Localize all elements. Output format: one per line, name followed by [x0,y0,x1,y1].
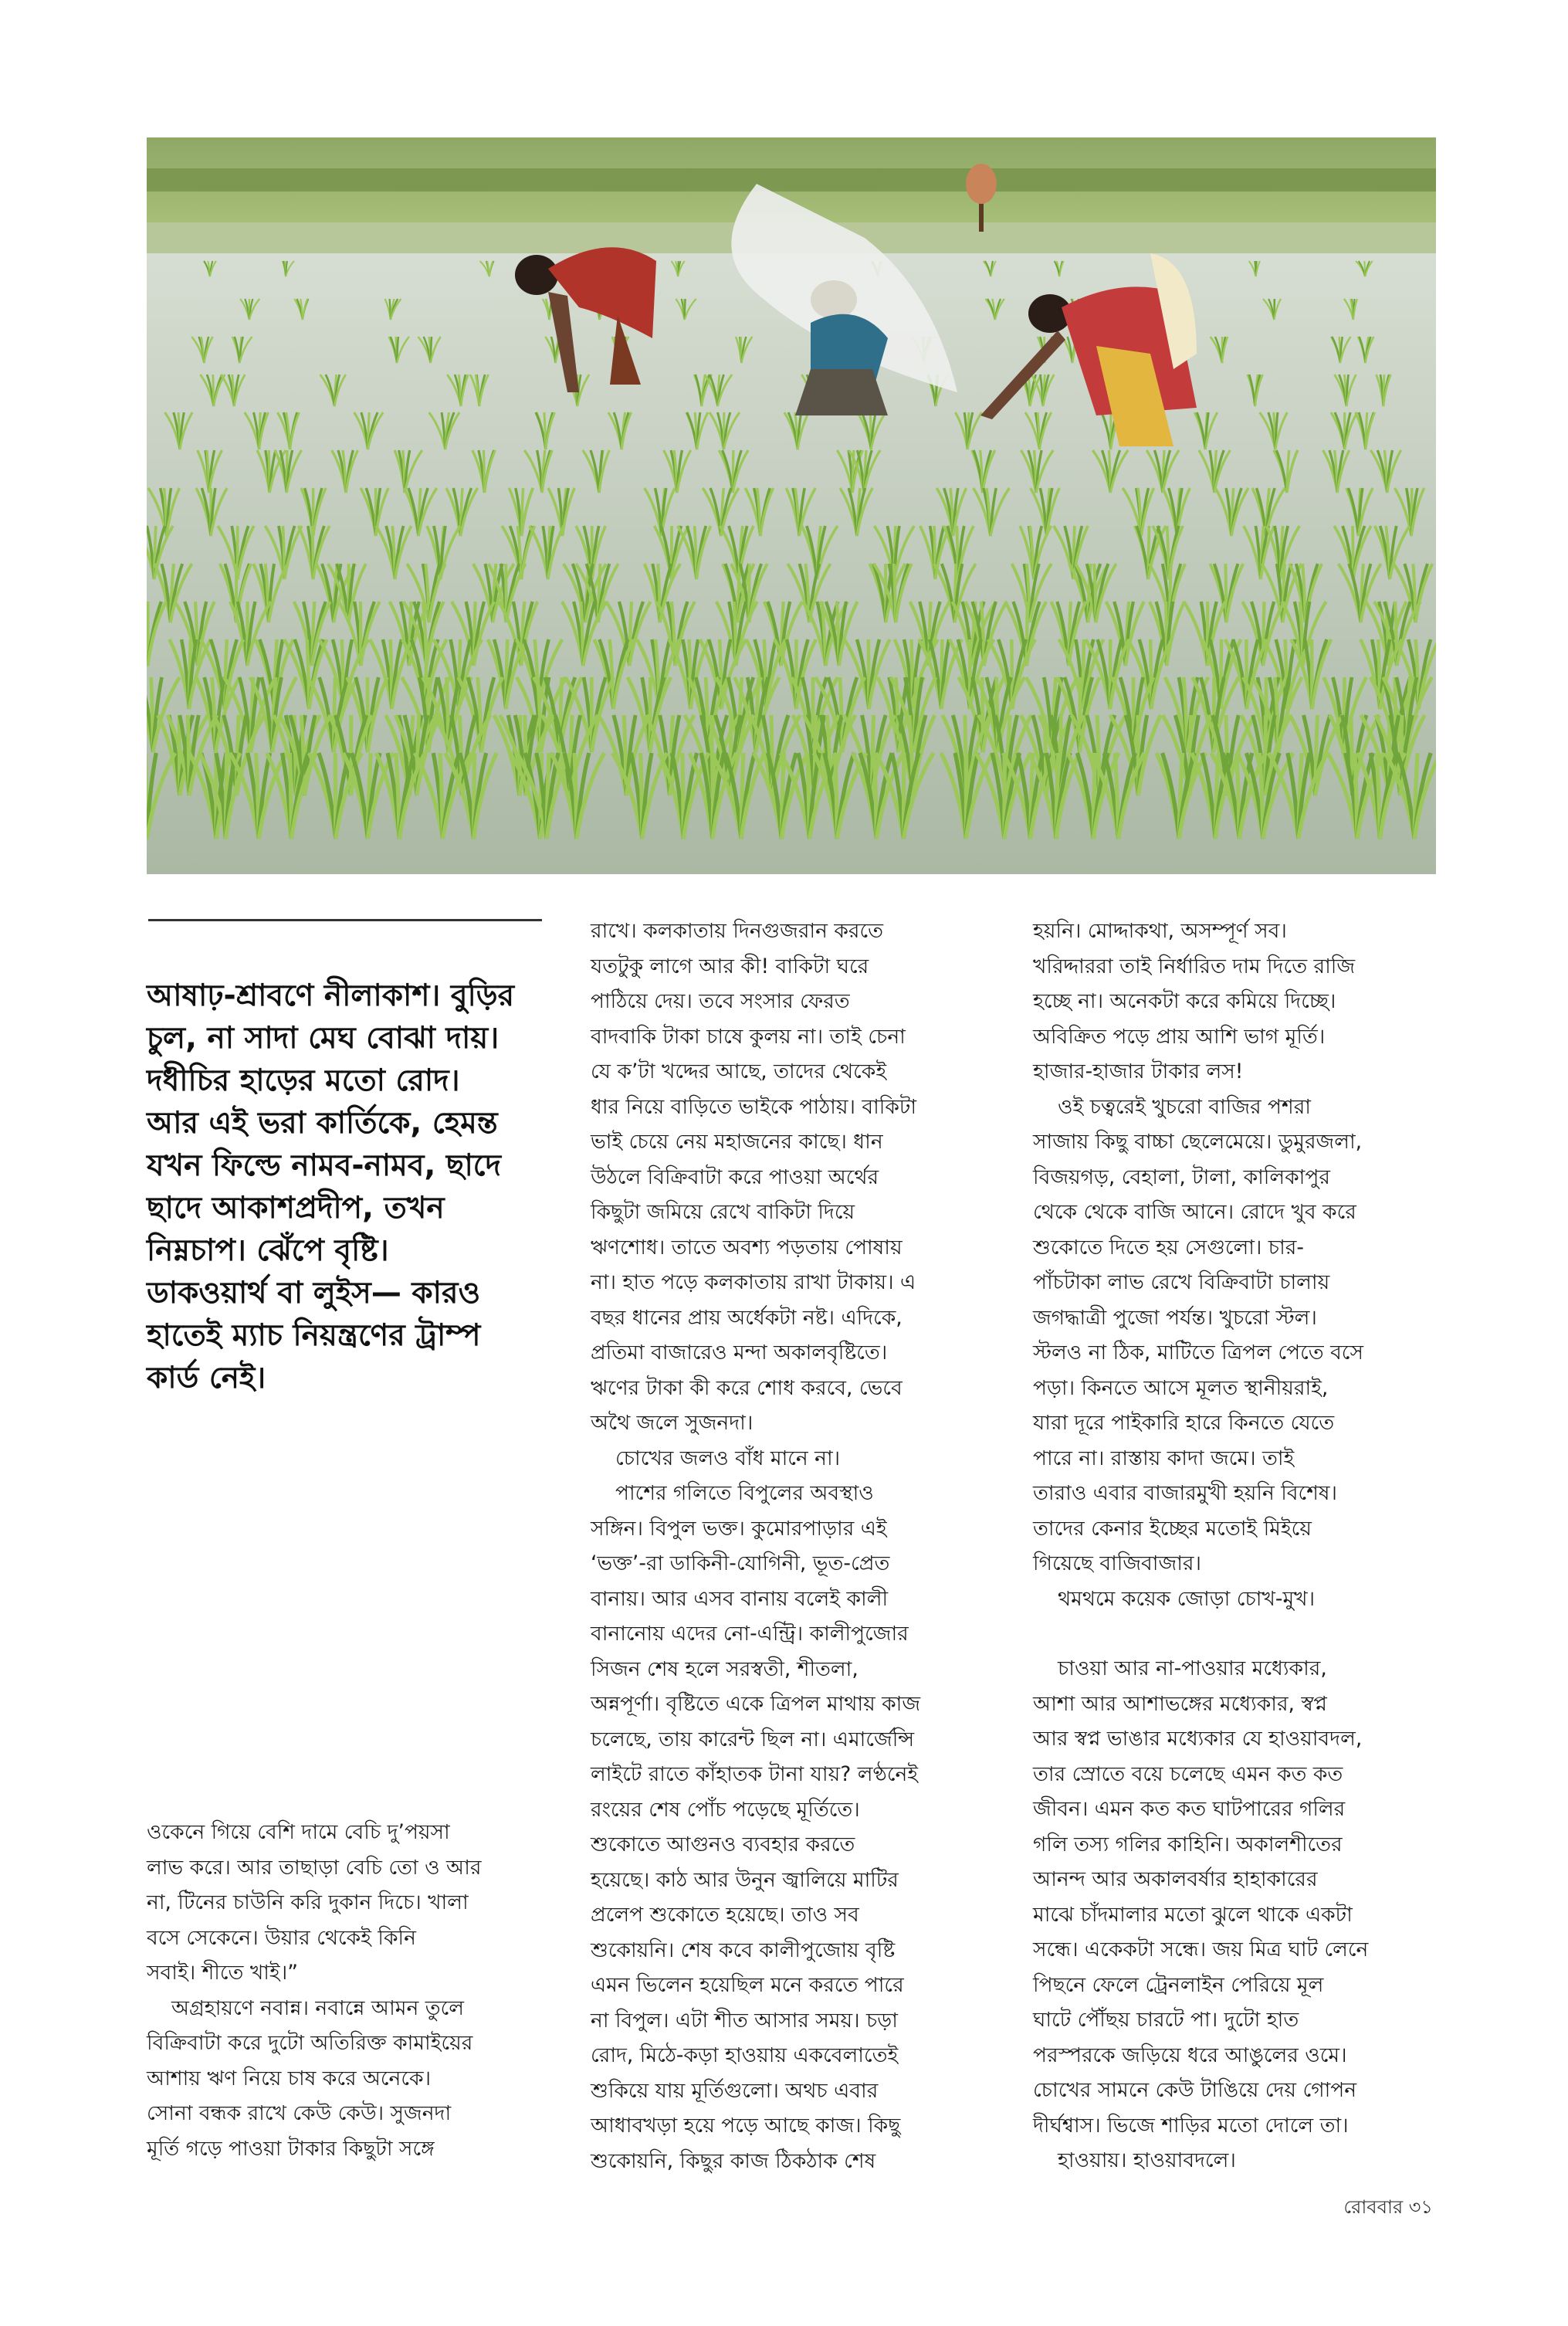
text-line: তারাও এবার বাজারমুখী হয়নি বিশেষ। [1033,1481,1337,1505]
text-line: শুকোতে দিতে হয় সেগুলো। চার- [1033,1235,1304,1260]
body-column-1 [147,1815,481,2166]
text-line: না বিপুল। এটা শীত আসার সময়। চড়া [591,2008,898,2033]
text-line: ঋণের টাকা কী করে শোধ করবে, ভেবে [591,1375,903,1400]
text-line: দীর্ঘশ্বাস। ভিজে শাড়ির মতো দোলে তা। [1033,2113,1349,2138]
text-line: খরিদ্দাররা তাই নির্ধারিত দাম দিতে রাজি [1033,954,1356,978]
text-line: সাজায় কিছু বাচ্চা ছেলেমেয়ে। ডুমুরজলা, [1033,1130,1363,1154]
text-line: শুকোয়নি, কিছুর কাজ ঠিকঠাক শেষ [591,2148,876,2173]
text-line: উঠলে বিক্রিবাটা করে পাওয়া অর্থের [591,1165,879,1189]
text-line: অথৈ জলে সুজনদা। [591,1411,754,1435]
text-line: যতটুকু লাগে আর কী! বাকিটা ঘরে [591,954,869,978]
text-line: হয়েছে। কাঠ আর উনুন জ্বালিয়ে মাটির [591,1867,899,1892]
text-line: লাইটে রাতে কাঁহাতক টানা যায়? লণ্ঠনেই [591,1762,919,1786]
text-line: বাদবাকি টাকা চাষে কুলয় না। তাই চেনা [591,1024,906,1049]
text-line: গিয়েছে বাজিবাজার। [1033,1551,1201,1575]
text-line: ভাই চেয়ে নেয় মহাজনের কাছে। ধান [591,1130,883,1154]
pull-quote-rule [148,919,542,921]
pull-quote-line: ডাকওয়ার্থ বা লুইস— কারও [147,1276,481,1310]
text-line: সন্ধে। একেকটা সন্ধে। জয় মিত্র ঘাট লেনে [1033,1938,1369,1962]
text-line: রংয়ের শেষ পোঁচ পড়েছে মূর্তিতে। [591,1797,860,1822]
text-line: শুকিয়ে যায় মূর্তিগুলো। অথচ এবার [591,2078,879,2103]
text-line: হাওয়ায়। হাওয়াবদলে। [1058,2148,1236,2172]
text-line: বিজয়গড়, বেহালা, টালা, কালিকাপুর [1033,1165,1330,1189]
text-line: বানানোয় এদের নো-এন্ট্রি। কালীপুজোর [591,1622,909,1646]
text-line: জগদ্ধাত্রী পুজো পর্যন্ত। খুচরো স্টল। [1033,1305,1317,1330]
text-line: ধার নিয়ে বাড়িতে ভাইকে পাঠায়। বাকিটা [591,1094,917,1119]
text-line: যে ক’টা খদ্দের আছে, তাদের থেকেই [591,1060,887,1083]
text-line: চাওয়া আর না-পাওয়ার মধ্যেকার, [1058,1656,1327,1680]
text-line: হচ্ছে না। অনেকটা করে কমিয়ে দিচ্ছে। [1033,989,1336,1013]
page-folio: রোববার ৩১ [1343,2196,1433,2218]
section-break [1033,1616,1368,1651]
photo-image [147,137,1436,874]
text-line: না, টিনের চাউনি করি দুকান দিচে। খালা [147,1890,469,1914]
text-line: আর স্বপ্ন ভাঙার মধ্যেকার যে হাওয়াবদল, [1033,1727,1363,1751]
text-line: অবিক্রিত পড়ে প্রায় আশি ভাগ মূর্তি। [1033,1024,1326,1049]
text-line: থেকে থেকে বাজি আনে। রোদে খুব করে [1033,1200,1356,1224]
text-line: জীবন। এমন কত কত ঘাটপারের গলির [1033,1797,1346,1821]
text-line: শুকোয়নি। শেষ কবে কালীপুজোয় বৃষ্টি [591,1938,896,1962]
text-line: না। হাত পড়ে কলকাতায় রাখা টাকায়। এ [591,1270,916,1294]
text-line: এমন ভিলেন হয়েছিল মনে করতে পারে [591,1973,904,1997]
body-column-2 [591,914,920,2179]
text-line: তার স্রোতে বয়ে চলেছে এমন কত কত [1033,1761,1343,1786]
text-line: হয়নি। মোদ্দাকথা, অসম্পূর্ণ সব। [1033,919,1287,943]
text-line: যারা দূরে পাইকারি হারে কিনতে যেতে [1033,1411,1335,1435]
text-line: সোনা বন্ধক রাখে কেউ কেউ। সুজনদা [147,2101,452,2125]
text-line: বসে সেকেনে। উয়ার থেকেই কিনি [147,1925,416,1950]
text-line: পরস্পরকে জড়িয়ে ধরে আঙুলের ওমে। [1033,2043,1347,2067]
text-line: স্টলও না ঠিক, মাটিতে ত্রিপল পেতে বসে [1033,1341,1363,1365]
text-line: সঙ্গিন। বিপুল ভক্ত। কুমোরপাড়ার এই [591,1516,887,1541]
text-line: বছর ধানের প্রায় অর্ধেকটা নষ্ট। এদিকে, [591,1305,903,1330]
pull-quote [147,975,564,1399]
text-line: পাঁচটাকা লাভ রেখে বিক্রিবাটা চালায় [1033,1270,1330,1294]
text-line: মাঝে চাঁদমালার মতো ঝুলে থাকে একটা [1033,1902,1353,1927]
text-line: লাভ করে। আর তাছাড়া বেচি তো ও আর [147,1855,482,1880]
text-line: ‘ভক্ত’-রা ডাকিনী-যোগিনী, ভূত-প্রেত [591,1551,890,1575]
text-line: বানায়। আর এসব বানায় বলেই কালী [591,1586,889,1611]
text-line: প্রতিমা বাজারেও মন্দা অকালবৃষ্টিতে। [591,1341,888,1365]
text-line: আনন্দ আর অকালবর্ষার হাহাকারের [1033,1867,1318,1891]
text-line: আধাবখড়া হয়ে পড়ে আছে কাজ। কিছু [591,2114,901,2138]
pull-quote-line: চুল, না সাদা মেঘ বোঝা দায়। [147,1021,500,1056]
text-line: গলি তস্য গলির কাহিনি। অকালশীতের [1033,1832,1343,1856]
text-line: চলেছে, তায় কারেন্ট ছিল না। এমার্জেন্সি [591,1727,915,1751]
pull-quote-line: যখন ফিল্ডে নামব-নামব, ছাদে [147,1148,501,1183]
pull-quote-line: আষাঢ়-শ্রাবণে নীলাকাশ। বুড়ির [147,978,515,1013]
text-line: শুকোতে আগুনও ব্যবহার করতে [591,1833,855,1856]
text-line: পড়া। কিনতে আসে মূলত স্থানীয়রাই, [1033,1375,1329,1400]
paddy-field-photo [147,137,1436,874]
text-line: পাশের গলিতে বিপুলের অবস্থাও [615,1481,874,1505]
pull-quote-line: ছাদে আকাশপ্রদীপ, তখন [147,1191,445,1226]
text-line: কিছুটা জমিয়ে রেখে বাকিটা দিয়ে [591,1200,855,1224]
text-line: মূর্তি গড়ে পাওয়া টাকার কিছুটা সঙ্গে [147,2136,435,2161]
text-line: বিক্রিবাটা করে দুটো অতিরিক্ত কামাইয়ের [147,2031,473,2055]
text-line: ওকেনে গিয়ে বেশি দামে বেচি দু’পয়সা [147,1820,450,1844]
text-line: রোদ, মিঠে-কড়া হাওয়ায় একবেলাতেই [591,2043,899,2067]
text-line: থমথমে কয়েক জোড়া চোখ-মুখ। [1058,1586,1316,1611]
text-line: হাজার-হাজার টাকার লস! [1033,1060,1244,1083]
text-line: সবাই। শীতে খাই।” [147,1961,298,1985]
text-line: পিছনে ফেলে ট্রেনলাইন পেরিয়ে মূল [1033,1972,1324,1997]
text-line: প্রলেপ শুকোতে হয়েছে। তাও সব [591,1903,859,1927]
text-line: সিজন শেষ হলে সরস্বতী, শীতলা, [591,1656,859,1681]
text-line: রাখে। কলকাতায় দিনগুজরান করতে [591,919,884,943]
pull-quote-line: কার্ড নেই। [147,1361,266,1395]
text-line: ঘাটে পৌঁছয় চারটে পা। দুটো হাত [1033,2008,1299,2032]
text-line: আশায় ঋণ নিয়ে চাষ করে অনেকে। [147,2066,432,2090]
pull-quote-line: নিম্নচাপ। ঝেঁপে বৃষ্টি। [147,1233,389,1268]
text-line: ওই চত্বরেই খুচরো বাজির পশরা [1058,1094,1311,1119]
text-line: অগ্রহায়ণে নবান্ন। নবান্নে আমন তুলে [171,1995,464,2020]
pull-quote-line: দধীচির হাড়ের মতো রোদ। [147,1063,460,1098]
text-line: পারে না। রাস্তায় কাদা জমে। তাই [1033,1446,1295,1470]
text-line: তাদের কেনার ইচ্ছের মতোই মিইয়ে [1033,1516,1312,1541]
body-column-3 [1033,914,1368,2179]
text-line: অন্নপূর্ণা। বৃষ্টিতে একে ত্রিপল মাথায় কাজ [591,1692,921,1716]
pull-quote-line: আর এই ভরা কার্তিকে, হেমন্ত [147,1106,498,1141]
text-line: চোখের জলও বাঁধ মানে না। [615,1446,841,1470]
text-line: চোখের সামনে কেউ টাঙিয়ে দেয় গোপন [1033,2078,1357,2102]
text-line: পাঠিয়ে দেয়। তবে সংসার ফেরত [591,989,850,1013]
text-line: আশা আর আশাভঙ্গের মধ্যেকার, স্বপ্ন [1033,1691,1327,1716]
text-line: ঋণশোধ। তাতে অবশ্য পড়তায় পোষায় [591,1235,903,1260]
pull-quote-line: হাতেই ম্যাচ নিয়ন্ত্রণের ট্রাম্প [147,1318,481,1353]
